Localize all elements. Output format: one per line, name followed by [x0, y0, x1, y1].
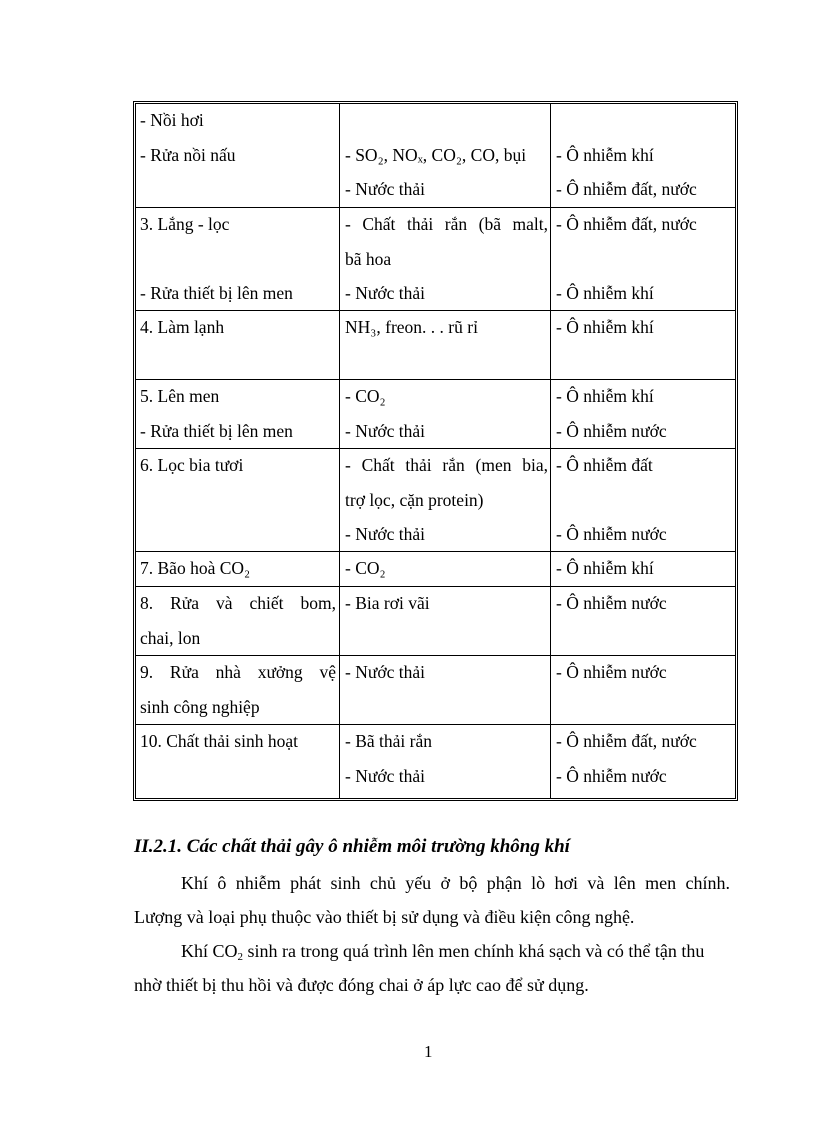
- table-cell-c1: [140, 380, 336, 449]
- cell-line: - CO₂: [345, 386, 386, 406]
- cell-line: - Bia rơi vãi: [345, 593, 430, 613]
- cell-line: - Ô nhiễm đất: [556, 455, 653, 475]
- cell-line: NH₃, freon. . . rũ rỉ: [345, 317, 478, 337]
- cell-line: - Ô nhiễm khí: [556, 144, 654, 165]
- cell-line: - Bã thải rắn: [345, 731, 432, 751]
- table-cell-c2: [345, 725, 548, 799]
- co2-subscript: 2: [237, 951, 244, 963]
- cell-line: 8. Rửa và chiết bom,: [140, 593, 336, 613]
- cell-line: - Chất thải rắn (men bia,: [345, 455, 548, 475]
- cell-line: - CO₂: [345, 558, 386, 578]
- table-row: [136, 448, 735, 552]
- cell-line: - Ô nhiễm khí: [556, 317, 654, 337]
- co2-prefix: Khí CO: [181, 941, 238, 961]
- cell-line: - Ô nhiễm nước: [556, 662, 667, 682]
- table-cell-c3: [556, 380, 736, 449]
- cell-line: 9. Rửa nhà xưởng vệ: [140, 662, 336, 682]
- table-row: [136, 104, 735, 207]
- table-cell-c1: [140, 104, 336, 207]
- table-cell-c2: [345, 449, 548, 552]
- table-cell-c2: [345, 104, 548, 207]
- table-cell-c2: [345, 587, 548, 656]
- table-cell-c3: [556, 552, 736, 587]
- table-cell-c3: [556, 208, 736, 311]
- cell-line: - Nước thải: [345, 765, 425, 786]
- cell-line: - Rửa nồi nấu: [140, 144, 236, 165]
- table-row: [136, 724, 735, 799]
- cell-line: - Rửa thiết bị lên men: [140, 283, 293, 303]
- cell-line: - Ô nhiễm nước: [556, 765, 667, 786]
- table-cell-c3: [556, 656, 736, 725]
- table-row: [136, 310, 735, 380]
- table-cell-c1: [140, 311, 336, 380]
- page-number: 1: [424, 1042, 433, 1061]
- table-cell-c2: [345, 311, 548, 380]
- table-cell-c1: [140, 725, 336, 799]
- table-cell-c1: [140, 587, 336, 656]
- table-cell-c3: [556, 311, 736, 380]
- cell-line: bã hoa: [345, 248, 392, 269]
- cell-line: 4. Làm lạnh: [140, 317, 225, 337]
- cell-line: trợ lọc, cặn protein): [345, 489, 484, 510]
- cell-line: 10. Chất thải sinh hoạt: [140, 731, 298, 751]
- paragraph-2-text: sinh ra trong quá trình lên men chính khá sạch và có thể tận thu: [243, 941, 705, 961]
- table-cell-c2: [345, 208, 548, 311]
- cell-line: - Ô nhiễm khí: [556, 558, 654, 578]
- table-row: [136, 551, 735, 587]
- cell-line: - Nước thải: [345, 662, 425, 682]
- table-row: [136, 586, 735, 656]
- cell-line: 5. Lên men: [140, 386, 220, 406]
- table-cell-c1: [140, 656, 336, 725]
- table-cell-c3: [556, 104, 736, 207]
- table-cell-c3: [556, 449, 736, 552]
- cell-line: - Chất thải rắn (bã malt,: [345, 214, 548, 234]
- cell-line: - Ô nhiễm đất, nước: [556, 179, 697, 199]
- cell-line: - Ô nhiễm đất, nước: [556, 214, 697, 234]
- cell-line: - Nước thải: [345, 420, 425, 441]
- cell-line: - Nước thải: [345, 179, 425, 199]
- cell-line: - Nước thải: [345, 524, 425, 544]
- table-cell-c2: [345, 656, 548, 725]
- cell-line: sinh công nghiệp: [140, 696, 260, 717]
- paragraph-1-line-2: Lượng và loại phụ thuộc vào thiết bị sử dụng và điều kiện công nghệ.: [134, 907, 635, 927]
- cell-line: - SO₂, NOₓ, CO₂, CO, bụi: [345, 144, 527, 165]
- cell-line: 7. Bão hoà CO₂: [140, 558, 251, 578]
- table-cell-c1: [140, 552, 336, 587]
- cell-line: 3. Lắng - lọc: [140, 214, 230, 234]
- table-row: [136, 207, 735, 311]
- table-cell-c3: [556, 587, 736, 656]
- table-cell-c1: [140, 208, 336, 311]
- cell-line: - Nước thải: [345, 283, 425, 303]
- cell-line: - Ô nhiễm khí: [556, 386, 654, 406]
- paragraph-2-line-1: [181, 940, 730, 962]
- table-cell-c2: [345, 552, 548, 587]
- cell-line: - Ô nhiễm nước: [556, 524, 667, 544]
- cell-line: 6. Lọc bia tươi: [140, 455, 244, 475]
- cell-line: - Nồi hơi: [140, 110, 204, 130]
- cell-line: - Rửa thiết bị lên men: [140, 420, 293, 441]
- cell-line: - Ô nhiễm nước: [556, 420, 667, 441]
- paragraph-1-line-1: Khí ô nhiễm phát sinh chủ yếu ở bộ phận lò hơi và lên men chính.: [181, 873, 730, 893]
- table-cell-c1: [140, 449, 336, 552]
- table-cell-c2: [345, 380, 548, 449]
- section-heading: II.2.1. Các chất thải gây ô nhiễm môi trường không khí: [134, 836, 570, 857]
- pollution-table: [133, 101, 738, 801]
- cell-line: - Ô nhiễm khí: [556, 283, 654, 303]
- cell-line: - Ô nhiễm nước: [556, 593, 667, 613]
- cell-line: - Ô nhiễm đất, nước: [556, 731, 697, 751]
- cell-line: chai, lon: [140, 627, 201, 648]
- paragraph-2-line-2: nhờ thiết bị thu hồi và được đóng chai ở áp lực cao để sử dụng.: [134, 975, 589, 995]
- table-cell-c3: [556, 725, 736, 799]
- table-row: [136, 379, 735, 449]
- table-row: [136, 655, 735, 725]
